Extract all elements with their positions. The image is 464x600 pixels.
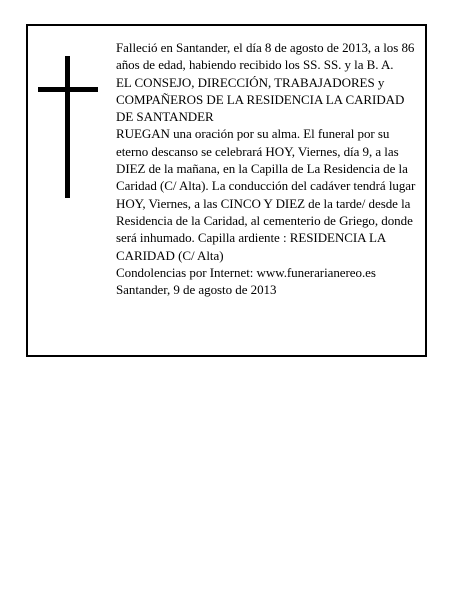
death-announcement: Falleció en Santander, el día 8 de agosto de 2013, a los 86 años de edad, habiendo recibido los SS. SS. y la B. A. <box>116 40 415 73</box>
obituary-notice-frame <box>26 24 427 357</box>
obituary-text <box>116 39 420 298</box>
condolences-line: Condolencias por Internet: www.funerarianereo.es <box>116 264 376 280</box>
mourners-line: EL CONSEJO, DIRECCIÓN, TRABAJADORES y COMPAÑEROS DE LA RESIDENCIA LA CARIDAD DE SANTANDER <box>116 74 405 125</box>
funeral-details: RUEGAN una oración por su alma. El funeral por su eterno descanso se celebrará HOY, Viernes, día 9, a las DIEZ de la mañana, en la Capilla de La Residencia de la Caridad (C/ Alta). La conducción del cadáver tendrá lugar HOY, Viernes, a las CINCO Y DIEZ de la tarde/ desde la Residencia de la Caridad, al cementerio de Griego, donde será inhumado. Capilla ardiente : RESIDENCIA LA CARIDAD (C/ Alta) <box>116 126 416 263</box>
cross-vertical-bar <box>65 56 70 198</box>
date-line: Santander, 9 de agosto de 2013 <box>116 282 277 298</box>
cross-icon <box>38 56 98 198</box>
cross-horizontal-bar <box>38 87 98 92</box>
